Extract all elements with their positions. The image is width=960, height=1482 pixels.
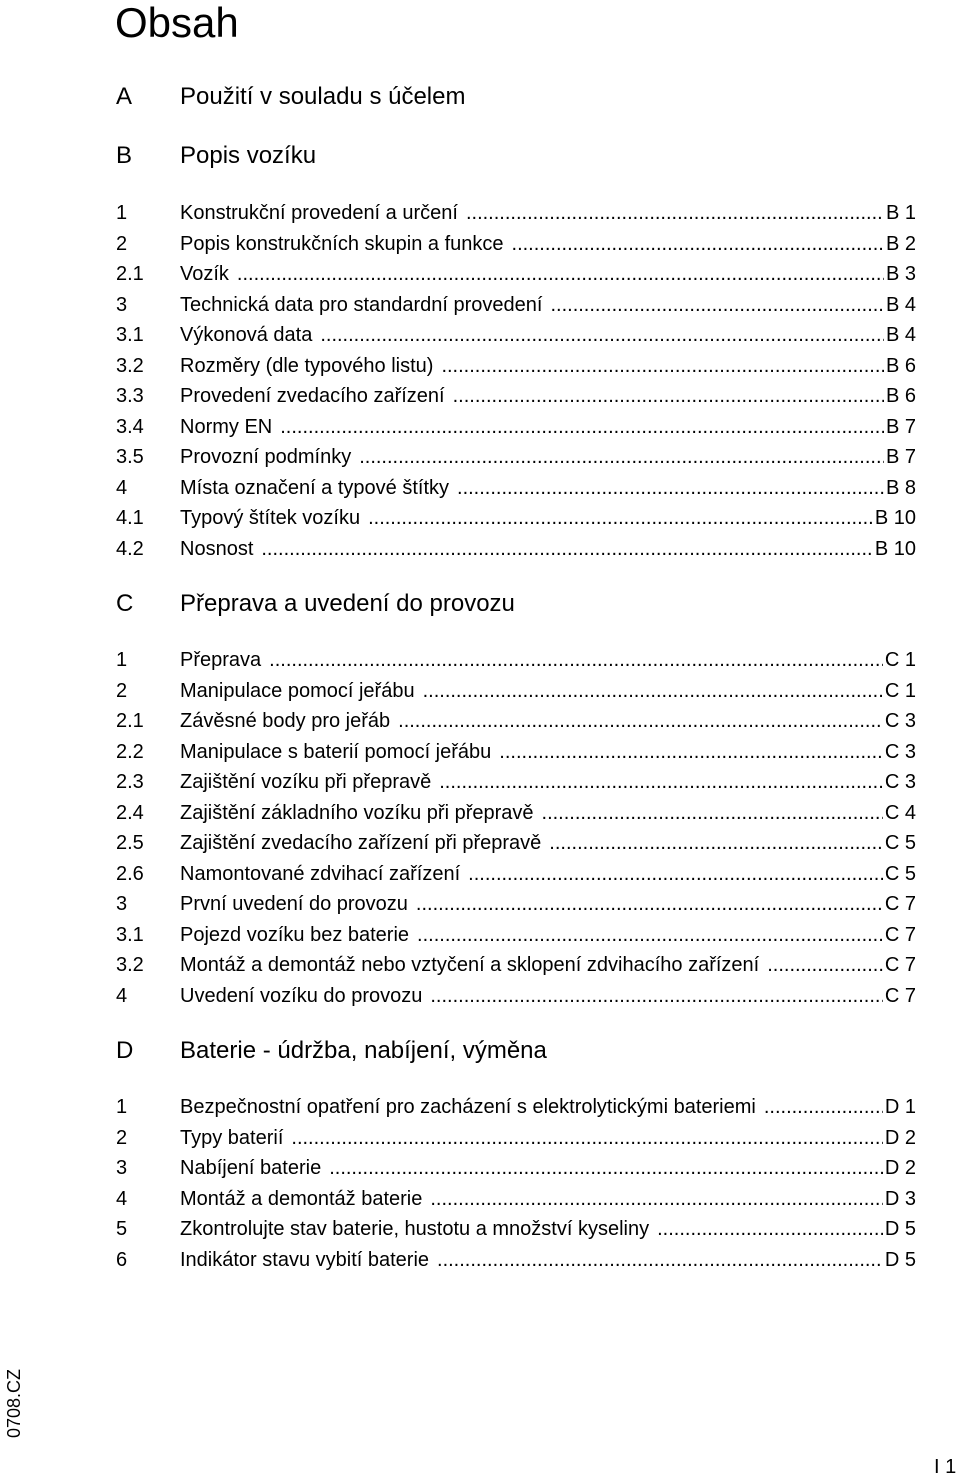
toc-entry-title: Montáž a demontáž nebo vztyčení a sklopení zdvihacího zařízení: [180, 954, 760, 976]
toc-entry-number: 4: [116, 476, 128, 499]
toc-entry-title: Manipulace s baterií pomocí jeřábu: [180, 740, 492, 763]
dot-leader: [359, 444, 884, 470]
toc-entry-title: Nosnost: [180, 537, 254, 560]
dot-leader: [280, 414, 884, 440]
section-heading[interactable]: [0, 588, 960, 620]
dot-leader: [417, 922, 883, 948]
toc-entry-line: [180, 922, 916, 948]
toc-entry-number: 6: [116, 1248, 128, 1271]
toc-entry[interactable]: [0, 261, 960, 287]
toc-entry[interactable]: [0, 861, 960, 887]
toc-entry-number: 3.1: [116, 923, 144, 946]
toc-entry[interactable]: [0, 383, 960, 409]
toc-entry[interactable]: [0, 1216, 960, 1242]
toc-entry[interactable]: [0, 414, 960, 440]
toc-entry-page: C 7: [884, 954, 916, 976]
toc-entry-page: C 7: [884, 984, 916, 1007]
toc-entry-page: C 4: [884, 801, 916, 824]
dot-leader: [453, 383, 884, 409]
toc-entry-title: Místa označení a typové štítky: [180, 476, 450, 499]
toc-entry-title: Závěsné body pro jeřáb: [180, 710, 391, 732]
dot-leader: [430, 1186, 883, 1212]
section-title: Použití v souladu s účelem: [180, 83, 466, 110]
toc-entry-page: B 8: [885, 476, 916, 499]
toc-entry-title: Přeprava: [180, 649, 262, 671]
section-title: Přeprava a uvedení do provozu: [180, 590, 515, 617]
toc-entry-line: [180, 983, 916, 1009]
toc-entry-line: [180, 891, 916, 917]
section-letter: A: [116, 83, 133, 110]
toc-entry-page: B 3: [885, 263, 916, 285]
dot-leader: [657, 1216, 883, 1242]
toc-entry-number: 3.2: [116, 354, 144, 377]
toc-entry[interactable]: [0, 739, 960, 765]
toc-entry-line: [180, 1216, 916, 1242]
dot-leader: [499, 739, 883, 765]
dot-leader: [550, 292, 884, 318]
dot-leader: [549, 830, 883, 856]
toc-entry-page: C 7: [884, 893, 916, 915]
toc-entry-number: 2: [116, 1126, 128, 1149]
dot-leader: [416, 891, 883, 917]
dot-leader: [767, 952, 883, 978]
toc-entry-number: 4: [116, 984, 128, 1007]
toc-entry-page: D 5: [884, 1218, 916, 1240]
toc-entry-title: Provozní podmínky: [180, 446, 352, 468]
dot-leader: [457, 475, 884, 501]
toc-entry-number: 2.6: [116, 862, 144, 885]
toc-entry-title: Rozměry (dle typového listu): [180, 354, 434, 377]
toc-entry-page: B 1: [885, 202, 916, 224]
toc-entry[interactable]: [0, 1155, 960, 1181]
toc-entry-title: Technická data pro standardní provedení: [180, 293, 543, 316]
toc-entry[interactable]: [0, 231, 960, 257]
toc-entry-title: Nabíjení baterie: [180, 1157, 322, 1179]
toc-entry[interactable]: [0, 830, 960, 856]
toc-entry-number: 1: [116, 649, 128, 671]
toc-entry[interactable]: [0, 200, 960, 226]
toc-entry-line: [180, 1155, 916, 1181]
section-letter: C: [116, 590, 134, 617]
toc-entry[interactable]: [0, 1125, 960, 1151]
dot-leader: [764, 1094, 883, 1120]
toc-entry-title: Vozík: [180, 263, 229, 285]
toc-entry-page: C 5: [884, 862, 916, 885]
toc-entry[interactable]: [0, 475, 960, 501]
toc-entry-number: 2: [116, 232, 128, 255]
toc-entry-number: 3.3: [116, 385, 144, 407]
toc-entry-page: B 6: [885, 385, 916, 407]
toc-entry-page: B 7: [885, 446, 916, 468]
toc-entry-line: [180, 383, 916, 409]
toc-entry[interactable]: [0, 322, 960, 348]
toc-entry[interactable]: [0, 353, 960, 379]
toc-entry-number: 4.2: [116, 537, 144, 560]
toc-entry-title: Konstrukční provedení a určení: [180, 202, 458, 224]
toc-entry-line: [180, 261, 916, 287]
toc-entry[interactable]: [0, 505, 960, 531]
toc-entry-title: Zajištění zvedacího zařízení při přepravě: [180, 832, 542, 854]
toc-entry-line: [180, 444, 916, 470]
toc-entry-number: 2: [116, 679, 128, 702]
toc-entry-page: C 3: [884, 710, 916, 732]
toc-entry-title: Bezpečnostní opatření pro zacházení s elektrolytickými bateriemi: [180, 1096, 756, 1118]
dot-leader: [430, 983, 883, 1009]
toc-entry-line: [180, 678, 916, 704]
toc-entry-line: [180, 647, 916, 673]
toc-entry[interactable]: [0, 952, 960, 978]
dot-leader: [329, 1155, 883, 1181]
toc-entry-page: C 1: [884, 649, 916, 671]
toc-entry-number: 1: [116, 202, 128, 224]
toc-entry[interactable]: [0, 891, 960, 917]
toc-entry-line: [180, 200, 916, 226]
toc-entry[interactable]: [0, 983, 960, 1009]
section-letter: D: [116, 1037, 134, 1064]
toc-entry-title: Zajištění základního vozíku při přepravě: [180, 801, 534, 824]
toc-entry-title: Typy baterií: [180, 1126, 284, 1149]
toc-entry-line: [180, 231, 916, 257]
toc-entry[interactable]: [0, 678, 960, 704]
toc-entry-number: 3: [116, 1157, 128, 1179]
toc-entry-line: [180, 739, 916, 765]
toc-entry-title: Namontované zdvihací zařízení: [180, 862, 461, 885]
section-heading[interactable]: [0, 81, 960, 113]
toc-entry-title: Zajištění vozíku při přepravě: [180, 771, 432, 793]
toc-entry-line: [180, 1125, 916, 1151]
toc-entry-number: 2.3: [116, 771, 144, 793]
toc-entry-page: D 2: [884, 1126, 916, 1149]
dot-leader: [466, 200, 884, 226]
toc-entry-line: [180, 708, 916, 734]
toc-entry-line: [180, 505, 916, 531]
dot-leader: [368, 505, 873, 531]
toc-entry-number: 3.2: [116, 954, 144, 976]
dot-leader: [237, 261, 884, 287]
toc-entry-page: D 3: [884, 1187, 916, 1210]
toc-entry-page: B 10: [874, 537, 916, 560]
toc-entry-title: Montáž a demontáž baterie: [180, 1187, 423, 1210]
toc-entry-line: [180, 1247, 916, 1273]
toc-entry-line: [180, 952, 916, 978]
toc-entry-page: B 2: [885, 232, 916, 255]
toc-entry-number: 4: [116, 1187, 128, 1210]
toc-entry-title: Provedení zvedacího zařízení: [180, 385, 445, 407]
toc-entry-page: C 3: [884, 740, 916, 763]
toc-entry[interactable]: [0, 444, 960, 470]
section-title: Popis vozíku: [180, 142, 317, 169]
toc-entry-number: 2.2: [116, 740, 144, 763]
section-title: Baterie - údržba, nabíjení, výměna: [180, 1037, 547, 1064]
toc-entry[interactable]: [0, 1247, 960, 1273]
toc-entry-title: První uvedení do provozu: [180, 893, 408, 915]
toc-entry-page: C 1: [884, 679, 916, 702]
toc-entry-page: B 10: [874, 507, 916, 529]
section-heading[interactable]: [0, 140, 960, 172]
toc-entry-number: 2.5: [116, 832, 144, 854]
toc-entry[interactable]: [0, 922, 960, 948]
toc-entry-number: 3.4: [116, 415, 144, 438]
toc-entry[interactable]: [0, 647, 960, 673]
document-code: 0708.CZ: [4, 1368, 24, 1438]
dot-leader: [542, 800, 883, 826]
dot-leader: [468, 861, 883, 887]
toc-entry-title: Normy EN: [180, 415, 273, 438]
toc-entry-line: [180, 475, 916, 501]
toc-entry-number: 4.1: [116, 507, 144, 529]
toc-entry-page: D 1: [884, 1096, 916, 1118]
dot-leader: [423, 678, 883, 704]
toc-entry-page: C 7: [884, 923, 916, 946]
section-heading[interactable]: [0, 1035, 960, 1067]
toc-entry-page: C 5: [884, 832, 916, 854]
dot-leader: [269, 647, 883, 673]
dot-leader: [441, 353, 884, 379]
toc-entry-line: [180, 1094, 916, 1120]
toc-entry-page: D 5: [884, 1248, 916, 1271]
toc-entry[interactable]: [0, 1186, 960, 1212]
toc-entry-number: 2.1: [116, 710, 144, 732]
toc-entry-page: B 7: [885, 415, 916, 438]
toc-entry-page: D 2: [884, 1157, 916, 1179]
toc-entry-number: 2.4: [116, 801, 144, 824]
toc-entry-page: B 4: [885, 324, 916, 346]
toc-entry-line: [180, 414, 916, 440]
toc-entry-title: Manipulace pomocí jeřábu: [180, 679, 415, 702]
toc-entry-number: 3: [116, 293, 128, 316]
dot-leader: [261, 536, 872, 562]
toc-entry-title: Zkontrolujte stav baterie, hustotu a množství kyseliny: [180, 1218, 650, 1240]
toc-entry-title: Uvedení vozíku do provozu: [180, 984, 423, 1007]
dot-leader: [291, 1125, 882, 1151]
dot-leader: [437, 1247, 883, 1273]
section-letter: B: [116, 142, 133, 169]
toc-entry[interactable]: [0, 292, 960, 318]
toc-entry-line: [180, 353, 916, 379]
dot-leader: [512, 231, 884, 257]
toc-entry-line: [180, 292, 916, 318]
toc-entry-number: 5: [116, 1218, 128, 1240]
toc-entry-title: Typový štítek vozíku: [180, 507, 361, 529]
toc-entry-line: [180, 536, 916, 562]
toc-entry-number: 3.5: [116, 446, 144, 468]
toc-entry-title: Indikátor stavu vybití baterie: [180, 1248, 430, 1271]
toc-entry[interactable]: [0, 769, 960, 795]
dot-leader: [398, 708, 883, 734]
toc-entry-number: 1: [116, 1096, 128, 1118]
dot-leader: [439, 769, 883, 795]
toc-entry[interactable]: [0, 536, 960, 562]
toc-entry-line: [180, 322, 916, 348]
toc-entry[interactable]: [0, 708, 960, 734]
page-number: I 1: [934, 1456, 957, 1478]
toc-entry-line: [180, 1186, 916, 1212]
toc-entry-line: [180, 769, 916, 795]
toc-entry-title: Popis konstrukčních skupin a funkce: [180, 232, 504, 255]
toc-entry-line: [180, 830, 916, 856]
toc-entry-page: C 3: [884, 771, 916, 793]
dot-leader: [320, 322, 884, 348]
toc-entry-page: B 4: [885, 293, 916, 316]
toc-entry-number: 3: [116, 893, 128, 915]
toc-entry-title: Výkonová data: [180, 324, 313, 346]
toc-entry-number: 3.1: [116, 324, 144, 346]
toc-entry-page: B 6: [885, 354, 916, 377]
toc-entry-number: 2.1: [116, 263, 144, 285]
toc-entry-title: Pojezd vozíku bez baterie: [180, 923, 410, 946]
toc-entry-line: [180, 800, 916, 826]
page-title: Obsah: [115, 0, 239, 46]
toc-entry[interactable]: [0, 800, 960, 826]
toc-entry[interactable]: [0, 1094, 960, 1120]
toc-entry-line: [180, 861, 916, 887]
